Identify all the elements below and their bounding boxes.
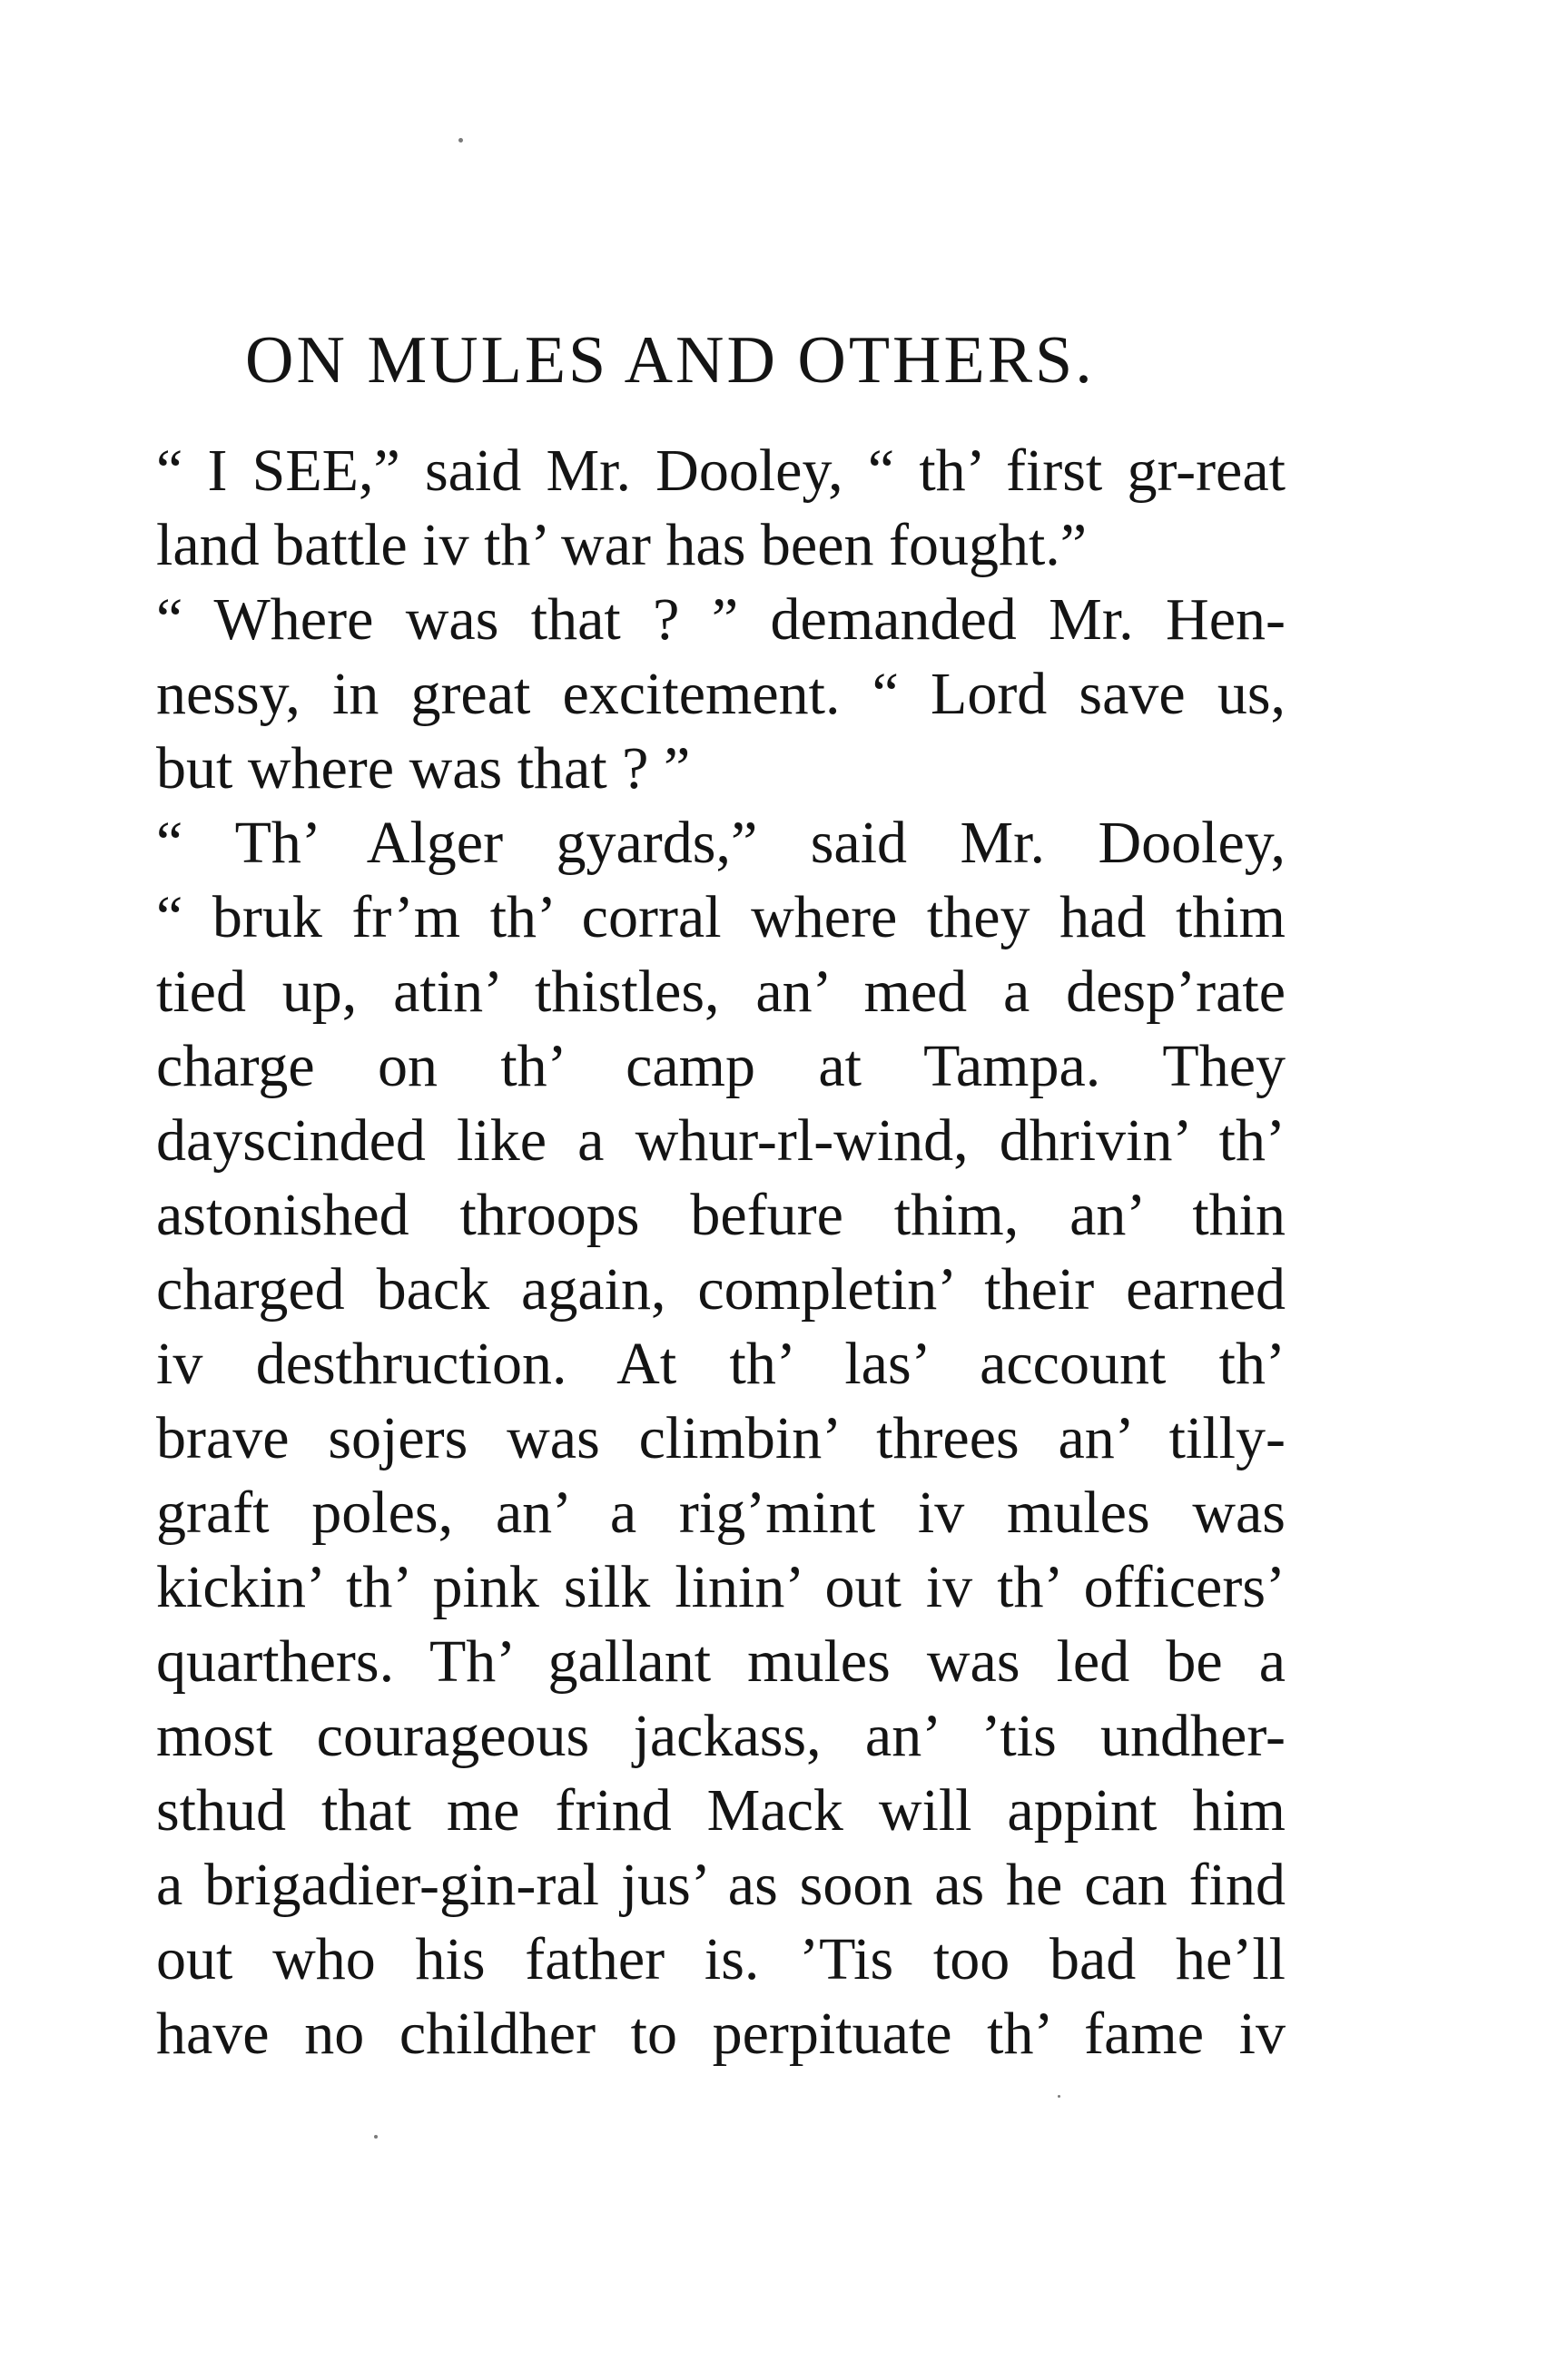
text-line: but where was that ? ” <box>156 735 691 802</box>
text-line: “ Th’ Alger gyards,” said Mr. Dooley, <box>156 810 1286 876</box>
text-line: “ I SEE,” said Mr. Dooley, “ th’ first gr-reat <box>156 438 1286 504</box>
text-line: kickin’ th’ pink silk linin’ out iv th’ officers’ <box>156 1554 1286 1620</box>
body-text <box>156 434 1286 2071</box>
text-line: iv desthruction. At th’ las’ account th’ <box>156 1331 1286 1397</box>
text-line: tied up, atin’ thistles, an’ med a desp’rate <box>156 959 1286 1025</box>
text-line: a brigadier-gin-ral jus’ as soon as he can find <box>156 1852 1286 1918</box>
text-line: quarthers. Th’ gallant mules was led be a <box>156 1628 1286 1695</box>
text-line: charged back again, completin’ their earned <box>156 1256 1286 1323</box>
text-line: have no childher to perpituate th’ fame iv <box>156 2001 1286 2067</box>
text-line: sthud that me frind Mack will appint him <box>156 1777 1286 1844</box>
paper-speck <box>1058 2095 1060 2098</box>
text-line: “ Where was that ? ” demanded Mr. Hen- <box>156 586 1286 653</box>
paper-speck <box>374 2135 378 2139</box>
text-line: out who his father is. ’Tis too bad he’ll <box>156 1926 1286 1992</box>
text-line: nessy, in great excitement. “ Lord save us, <box>156 661 1286 727</box>
paper-speck <box>458 138 463 143</box>
text-line: graft poles, an’ a rig’mint iv mules was <box>156 1480 1286 1546</box>
text-line: charge on th’ camp at Tampa. They <box>156 1033 1286 1099</box>
text-line: most courageous jackass, an’ ’tis undher- <box>156 1703 1286 1769</box>
text-line: astonished throops befure thim, an’ thin <box>156 1182 1286 1248</box>
chapter-heading: ON MULES AND OTHERS. <box>245 323 1095 398</box>
text-line: “ bruk fr’m th’ corral where they had thim <box>156 884 1286 950</box>
text-line: dayscinded like a whur-rl-wind, dhrivin’ th’ <box>156 1107 1286 1174</box>
text-line: brave sojers was climbin’ threes an’ tilly- <box>156 1405 1286 1471</box>
text-line: land battle iv th’ war has been fought.” <box>156 512 1088 578</box>
